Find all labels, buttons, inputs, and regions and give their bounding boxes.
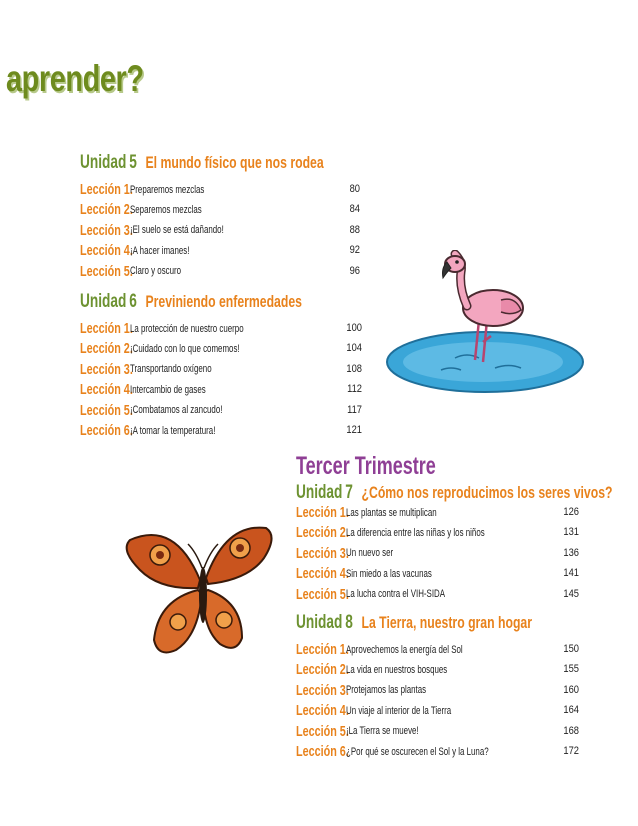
lesson-label: Lección 3. bbox=[296, 544, 349, 562]
lesson-label: Lección 4. bbox=[296, 565, 349, 583]
lesson-label: Lección 5. bbox=[296, 722, 349, 740]
lesson-page-number: 92 bbox=[349, 244, 360, 257]
lesson-row bbox=[296, 640, 579, 659]
lesson-label: Lección 2. bbox=[80, 201, 133, 219]
lesson-title: ¡Cuidado con lo que comemos! bbox=[130, 342, 240, 355]
lesson-title: Intercambio de gases bbox=[130, 383, 206, 396]
lesson-row bbox=[296, 544, 579, 563]
lesson-page-number: 141 bbox=[563, 567, 579, 580]
unit-title: El mundo físico que nos rodea bbox=[145, 153, 324, 172]
lesson-row bbox=[80, 380, 362, 399]
lesson-title: Sin miedo a las vacunas bbox=[346, 567, 432, 580]
unit-word: Unidad bbox=[296, 612, 343, 633]
lesson-row bbox=[80, 339, 362, 358]
lesson-row bbox=[296, 523, 579, 542]
lesson-label: Lección 6. bbox=[296, 743, 349, 760]
flamingo-illustration bbox=[383, 250, 588, 400]
lesson-title: La vida en nuestros bosques bbox=[346, 663, 448, 676]
lesson-page-number: 100 bbox=[346, 322, 362, 334]
lesson-label: Lección 2. bbox=[80, 340, 133, 358]
lesson-title: ¡Combatamos al zancudo! bbox=[130, 404, 223, 417]
unit-title: Previniendo enfermedades bbox=[145, 292, 302, 311]
lesson-label: Lección 3. bbox=[80, 221, 133, 239]
lesson-title: Aprovechemos la energía del Sol bbox=[346, 643, 463, 656]
lesson-page-number: 104 bbox=[346, 342, 362, 355]
lesson-page-number: 117 bbox=[347, 403, 362, 416]
unit-5-heading bbox=[80, 152, 324, 174]
unit-word: Unidad bbox=[80, 291, 127, 312]
lesson-page-number: 168 bbox=[563, 724, 579, 737]
lesson-title: Separemos mezclas bbox=[130, 203, 202, 216]
lesson-page-number: 160 bbox=[563, 683, 579, 696]
lesson-title: Preparemos mezclas bbox=[130, 183, 205, 196]
lesson-page-number: 136 bbox=[563, 546, 579, 559]
lesson-row bbox=[80, 221, 360, 240]
lesson-row bbox=[80, 401, 362, 420]
lesson-row bbox=[80, 421, 362, 440]
lesson-row bbox=[80, 180, 360, 199]
page-title: aprender? bbox=[6, 58, 144, 99]
lesson-title: ¿Por qué se oscurecen el Sol y la Luna? bbox=[346, 745, 489, 758]
lesson-label: Lección 1. bbox=[80, 320, 133, 337]
lesson-label: Lección 2. bbox=[296, 524, 349, 542]
unit-number: 8 bbox=[345, 612, 353, 633]
lesson-title: La protección de nuestro cuerpo bbox=[130, 322, 244, 335]
lesson-label: Lección 5. bbox=[80, 401, 133, 419]
lesson-page-number: 172 bbox=[563, 745, 579, 757]
butterfly-illustration bbox=[120, 520, 285, 680]
lesson-page-number: 145 bbox=[563, 587, 579, 600]
lesson-label: Lección 2. bbox=[296, 661, 349, 679]
lesson-label: Lección 5. bbox=[296, 585, 349, 603]
lesson-title: ¡A tomar la temperatura! bbox=[130, 424, 216, 437]
lesson-title: Un viaje al interior de la Tierra bbox=[346, 704, 452, 717]
lesson-row bbox=[296, 701, 579, 720]
lesson-row bbox=[296, 503, 579, 522]
lesson-row bbox=[80, 200, 360, 219]
lesson-page-number: 112 bbox=[347, 383, 362, 396]
lesson-label: Lección 1. bbox=[80, 181, 133, 198]
lesson-label: Lección 3. bbox=[80, 360, 133, 378]
lesson-page-number: 164 bbox=[563, 704, 579, 717]
lesson-page-number: 88 bbox=[349, 223, 360, 236]
unit-title: ¿Cómo nos reproducimos los seres vivos? bbox=[361, 483, 613, 502]
lesson-page-number: 150 bbox=[563, 643, 579, 655]
term-heading: Tercer Trimestre bbox=[296, 452, 436, 480]
lesson-row bbox=[80, 262, 360, 281]
lesson-page-number: 80 bbox=[349, 183, 360, 195]
lesson-title: La diferencia entre las niñas y los niños bbox=[346, 526, 485, 539]
lesson-page-number: 126 bbox=[563, 506, 579, 518]
unit-number: 5 bbox=[129, 152, 137, 173]
lesson-label: Lección 4. bbox=[296, 702, 349, 720]
lesson-page-number: 108 bbox=[346, 362, 362, 375]
lesson-page-number: 121 bbox=[346, 424, 362, 436]
unit-8-heading bbox=[296, 612, 532, 634]
unit-6-heading bbox=[80, 291, 302, 313]
lesson-title: Un nuevo ser bbox=[346, 547, 394, 560]
lesson-row bbox=[296, 660, 579, 679]
lesson-row bbox=[296, 681, 579, 700]
lesson-row bbox=[296, 585, 579, 604]
lesson-page-number: 131 bbox=[563, 526, 579, 539]
unit-7-heading bbox=[296, 482, 612, 504]
lesson-title: ¡El suelo se está dañando! bbox=[130, 224, 224, 237]
lesson-label: Lección 3. bbox=[296, 681, 349, 699]
lesson-label: Lección 4. bbox=[80, 242, 133, 260]
lesson-label: Lección 6. bbox=[80, 422, 133, 439]
lesson-row bbox=[80, 319, 362, 338]
lesson-title: Las plantas se multiplican bbox=[346, 506, 437, 519]
lesson-row bbox=[80, 241, 360, 260]
lesson-row bbox=[296, 564, 579, 583]
unit-number: 7 bbox=[345, 482, 353, 503]
lesson-row bbox=[80, 360, 362, 379]
lesson-row bbox=[296, 742, 579, 761]
lesson-page-number: 84 bbox=[349, 203, 360, 216]
unit-word: Unidad bbox=[80, 152, 127, 173]
unit-word: Unidad bbox=[296, 482, 343, 503]
unit-title: La Tierra, nuestro gran hogar bbox=[361, 613, 532, 632]
lesson-label: Lección 1. bbox=[296, 641, 349, 658]
lesson-label: Lección 5. bbox=[80, 262, 133, 280]
lesson-label: Lección 4. bbox=[80, 381, 133, 399]
lesson-title: La lucha contra el VIH-SIDA bbox=[346, 588, 446, 601]
unit-number: 6 bbox=[129, 291, 137, 312]
lesson-title: Transportando oxígeno bbox=[130, 363, 212, 376]
lesson-title: Claro y oscuro bbox=[130, 265, 182, 278]
lesson-page-number: 155 bbox=[563, 663, 579, 676]
lesson-title: ¡A hacer imanes! bbox=[130, 244, 190, 257]
lesson-row bbox=[296, 722, 579, 741]
lesson-title: Protejamos las plantas bbox=[346, 684, 427, 697]
lesson-title: ¡La Tierra se mueve! bbox=[346, 725, 419, 738]
lesson-page-number: 96 bbox=[349, 264, 360, 277]
lesson-label: Lección 1. bbox=[296, 504, 349, 521]
